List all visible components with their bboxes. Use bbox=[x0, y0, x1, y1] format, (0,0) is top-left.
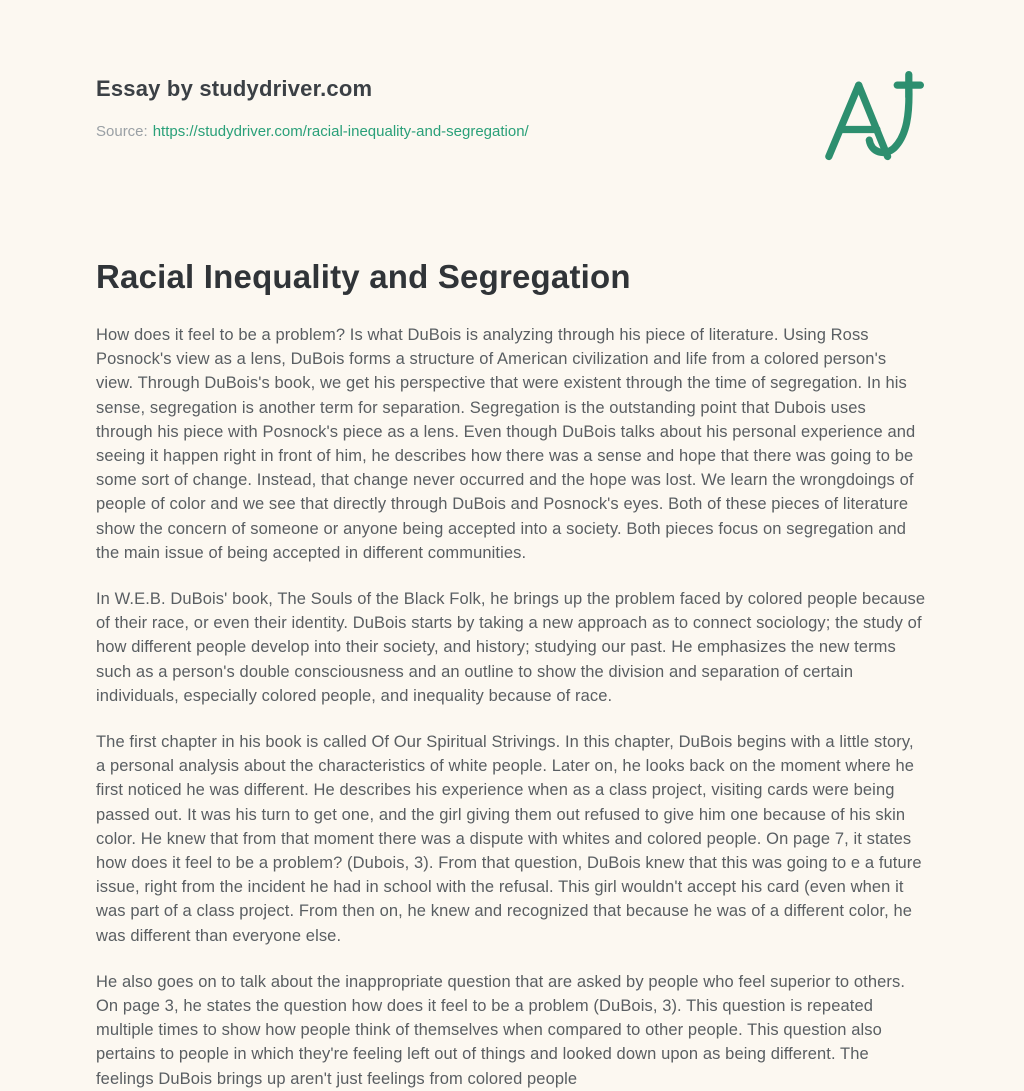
source-label: Source: bbox=[96, 123, 148, 140]
document-header bbox=[96, 76, 927, 140]
source-line bbox=[96, 123, 927, 140]
essay-paragraph-3: The first chapter in his book is called Of Our Spiritual Strivings. In this chapter, DuBois begins with a little story, a personal analysis about the characteristics of white people. Later on, he looks back on the moment where he first noticed he was different. He describes his experience when as a class project, visiting cards were being passed out. It was his turn to get one, and the girl giving them out refused to give him one because of his skin color. He knew that from that moment there was a dispute with whites and colored people. On page 7, it states how does it feel to be a problem? (Dubois, 3). From that question, DuBois knew that this was going to e a future issue, right from the incident he had in school with the refusal. This girl wouldn't accept his card (even when it was part of a class project. From then on, he knew and recognized that because he was of a different color, he was different than everyone else. bbox=[96, 733, 922, 945]
essay-paragraph-4: He also goes on to talk about the inappropriate question that are asked by people who feel superior to others. On page 3, he states the question how does it feel to be a problem (DuBois, 3). This question is repeated multiple times to show how people think of themselves when compared to other people. This question also pertains to people in which they're feeling left out of things and looked down upon as being different. The feelings DuBois brings up aren't just feelings from colored people bbox=[96, 972, 906, 1088]
essay-content bbox=[96, 258, 927, 1091]
essay-title: Racial Inequality and Segregation bbox=[96, 258, 631, 295]
source-url-link[interactable]: https://studydriver.com/racial-inequality-and-segregation/ bbox=[152, 123, 529, 140]
essay-byline: Essay by studydriver.com bbox=[96, 76, 373, 101]
studydriver-logo-icon bbox=[824, 70, 930, 162]
essay-paragraph-1: How does it feel to be a problem? Is what DuBois is analyzing through his piece of literature. Using Ross Posnock's view as a lens, DuBois forms a structure of American civilization and life from a colored person's view. Through DuBois's book, we get his perspective that were existent through the time of segregation. In his sense, segregation is another term for separation. Segregation is the outstanding point that Dubois uses through his piece with Posnock's piece as a lens. Even though DuBois talks about his personal experience and seeing it happen right in front of him, he describes how there was a sense and hope that there was going to be some sort of change. Instead, that change never occurred and the hope was lost. We learn the wrongdoings of people of color and we see that directly through DuBois and Posnock's eyes. Both of these pieces of literature show the concern of someone or anyone being accepted into a society. Both pieces focus on segregation and the main issue of being accepted in different communities. bbox=[96, 326, 916, 562]
essay-body bbox=[96, 323, 927, 1091]
studydriver-logo bbox=[824, 70, 930, 162]
essay-paragraph-2: In W.E.B. DuBois' book, The Souls of the Black Folk, he brings up the problem faced by colored people because of their race, or even their identity. DuBois starts by taking a new approach as to connect sociology; the study of how different people develop into their society, and history; studying our past. He emphasizes the new terms such as a person's double consciousness and an outline to show the division and separation of certain individuals, especially colored people, and inequality because of race. bbox=[96, 590, 926, 705]
